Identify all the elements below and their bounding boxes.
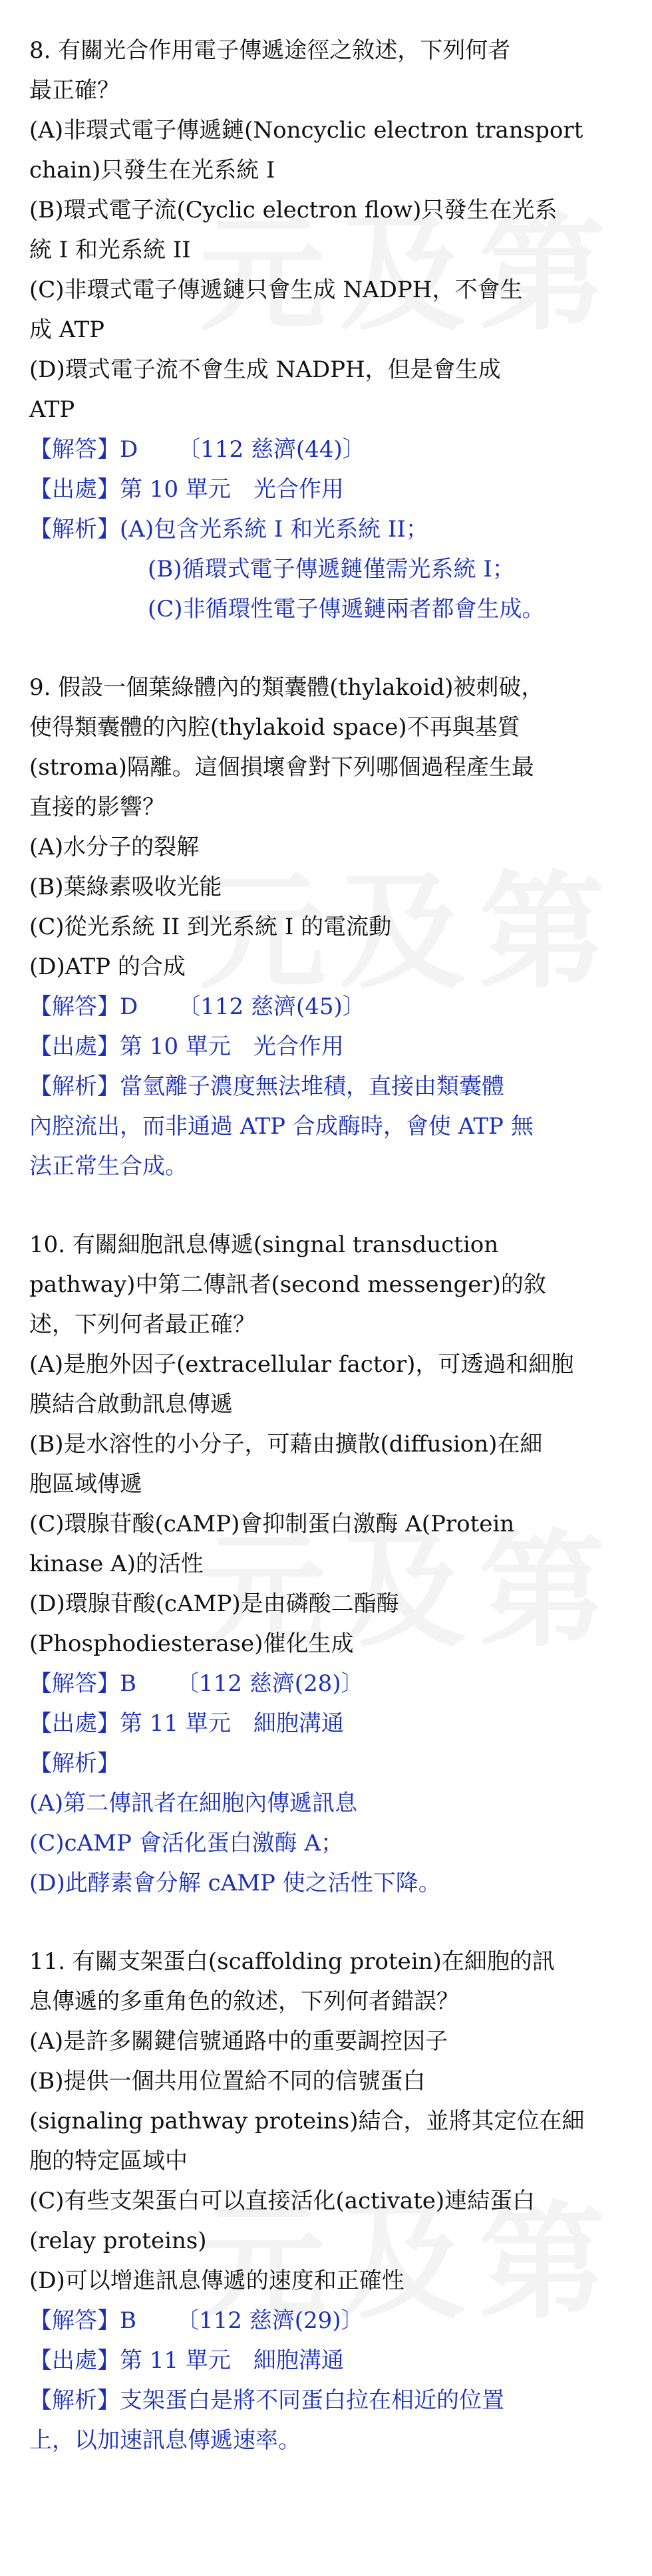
answer-line [29,987,631,1027]
option-line: (D)環腺苷酸(cAMP)是由磷酸二酯酶 [29,1591,399,1617]
question-stem: 使得類囊體的內腔(thylakoid space)不再與基質 [29,714,520,741]
option-line: (signaling pathway proteins)結合，並將其定位在細 [29,2108,585,2134]
answer-tag: 【解答】 [29,2307,120,2334]
explain-line [29,2381,631,2420]
option-line: (D)可以增進訊息傳遞的速度和正確性 [29,2267,405,2294]
question-8 [29,31,631,629]
explain-line: 上，以加速訊息傳遞速率。 [29,2427,301,2454]
option-line: (C)環腺苷酸(cAMP)會抑制蛋白激酶 A(Protein [29,1511,515,1537]
source-line [29,2341,631,2381]
explain-line: 法正常生合成。 [29,1153,188,1180]
answer-line [29,1664,631,1704]
option-line: 胞的特定區域中 [29,2148,188,2174]
explain-line [29,1743,631,1783]
explain-tag: 【解析】 [29,1750,120,1777]
answer-tag: 【解答】 [29,436,120,463]
source-tag: 【出處】 [29,1033,120,1060]
explain-text: 支架蛋白是將不同蛋白拉在相近的位置 [120,2387,504,2414]
explain-line: (B)循環式電子傳遞鏈僅需光系統 I； [148,556,515,582]
option-line: (D)環式電子流不會生成 NADPH，但是會生成 [29,356,501,383]
question-stem: 8. 有關光合作用電子傳遞途徑之敘述，下列何者 [29,37,511,64]
answer-value: D [120,993,138,1020]
answer-source: 〔112 慈濟(29)〕 [176,2307,364,2334]
option-line: ATP [29,396,75,423]
option-line: (B)是水溶性的小分子，可藉由擴散(diffusion)在細 [29,1431,543,1458]
explain-text: (A)包含光系統 I 和光系統 II； [120,516,428,543]
option-line: (D)ATP 的合成 [29,954,186,980]
option-line: 胞區域傳遞 [29,1471,142,1497]
source-tag: 【出處】 [29,2347,120,2374]
option-line: (B)提供一個共用位置給不同的信號蛋白 [29,2068,426,2095]
explain-line: (C)cAMP 會活化蛋白激酶 A； [29,1830,343,1857]
question-stem: (stroma)隔離。這個損壞會對下列哪個過程產生最 [29,754,534,781]
option-line: chain)只發生在光系統 I [29,157,275,184]
source-line [29,1704,631,1743]
source-value: 第 11 單元 細胞溝通 [120,1710,344,1737]
answer-line [29,2301,631,2341]
explain-tag: 【解析】 [29,1073,120,1100]
explain-line: (D)此酵素會分解 cAMP 使之活性下降。 [29,1870,441,1896]
option-line: (Phosphodiesterase)催化生成 [29,1630,354,1657]
question-stem: 10. 有關細胞訊息傳遞(singnal transduction [29,1231,499,1258]
answer-value: D [120,436,138,463]
answer-value: B [120,2307,136,2334]
explain-line: 內腔流出，而非通過 ATP 合成酶時，會使 ATP 無 [29,1113,534,1140]
question-stem: 直接的影響？ [29,794,165,821]
source-value: 第 10 單元 光合作用 [120,476,344,503]
option-line: 膜結合啟動訊息傳遞 [29,1391,233,1418]
answer-value: B [120,1670,136,1697]
question-10 [29,1225,631,1903]
option-line: 成 ATP [29,317,105,343]
explain-line: (A)第二傳訊者在細胞內傳遞訊息 [29,1790,358,1817]
source-tag: 【出處】 [29,1710,120,1737]
question-11 [29,1942,631,2460]
question-stem: 最正確？ [29,77,120,104]
explain-line [29,1067,631,1106]
option-line: (A)非環式電子傳遞鏈(Noncyclic electron transport [29,117,583,144]
answer-source: 〔112 慈濟(28)〕 [176,1670,364,1697]
answer-source: 〔112 慈濟(45)〕 [178,993,365,1020]
explain-line [29,509,631,549]
option-line: (C)非環式電子傳遞鏈只會生成 NADPH，不會生 [29,277,523,303]
question-stem: 述，下列何者最正確？ [29,1311,255,1338]
question-stem: 11. 有關支架蛋白(scaffolding protein)在細胞的訊 [29,1948,555,1975]
source-value: 第 11 單元 細胞溝通 [120,2347,344,2374]
answer-tag: 【解答】 [29,993,120,1020]
document-body [29,31,631,2499]
explain-line: (C)非循環性電子傳遞鏈兩者都會生成。 [148,596,545,622]
explain-text: 當氫離子濃度無法堆積，直接由類囊體 [120,1073,504,1100]
source-line [29,1027,631,1067]
option-line: (A)是胞外因子(extracellular factor)，可透過和細胞 [29,1351,574,1378]
question-stem: pathway)中第二傳訊者(second messenger)的敘 [29,1271,546,1298]
question-9 [29,668,631,1186]
option-line: (A)是許多關鍵信號通路中的重要調控因子 [29,2028,448,2055]
option-line: kinase A)的活性 [29,1551,204,1577]
option-line: (relay proteins) [29,2228,207,2254]
explain-tag: 【解析】 [29,2387,120,2414]
option-line: (C)從光系統 II 到光系統 I 的電流動 [29,914,392,940]
source-tag: 【出處】 [29,476,120,503]
question-stem: 9. 假設一個葉綠體內的類囊體(thylakoid)被刺破， [29,674,544,701]
answer-line [29,430,631,469]
option-line: (B)葉綠素吸收光能 [29,874,222,900]
source-value: 第 10 單元 光合作用 [120,1033,344,1060]
source-line [29,469,631,509]
option-line: (A)水分子的裂解 [29,834,200,860]
option-line: (B)環式電子流(Cyclic electron flow)只發生在光系 [29,197,558,223]
question-stem: 息傳遞的多重角色的敘述，下列何者錯誤？ [29,1988,459,2015]
explain-tag: 【解析】 [29,516,120,543]
answer-source: 〔112 慈濟(44)〕 [178,436,365,463]
answer-tag: 【解答】 [29,1670,120,1697]
option-line: (C)有些支架蛋白可以直接活化(activate)連結蛋白 [29,2188,536,2214]
option-line: 統 I 和光系統 II [29,237,191,263]
